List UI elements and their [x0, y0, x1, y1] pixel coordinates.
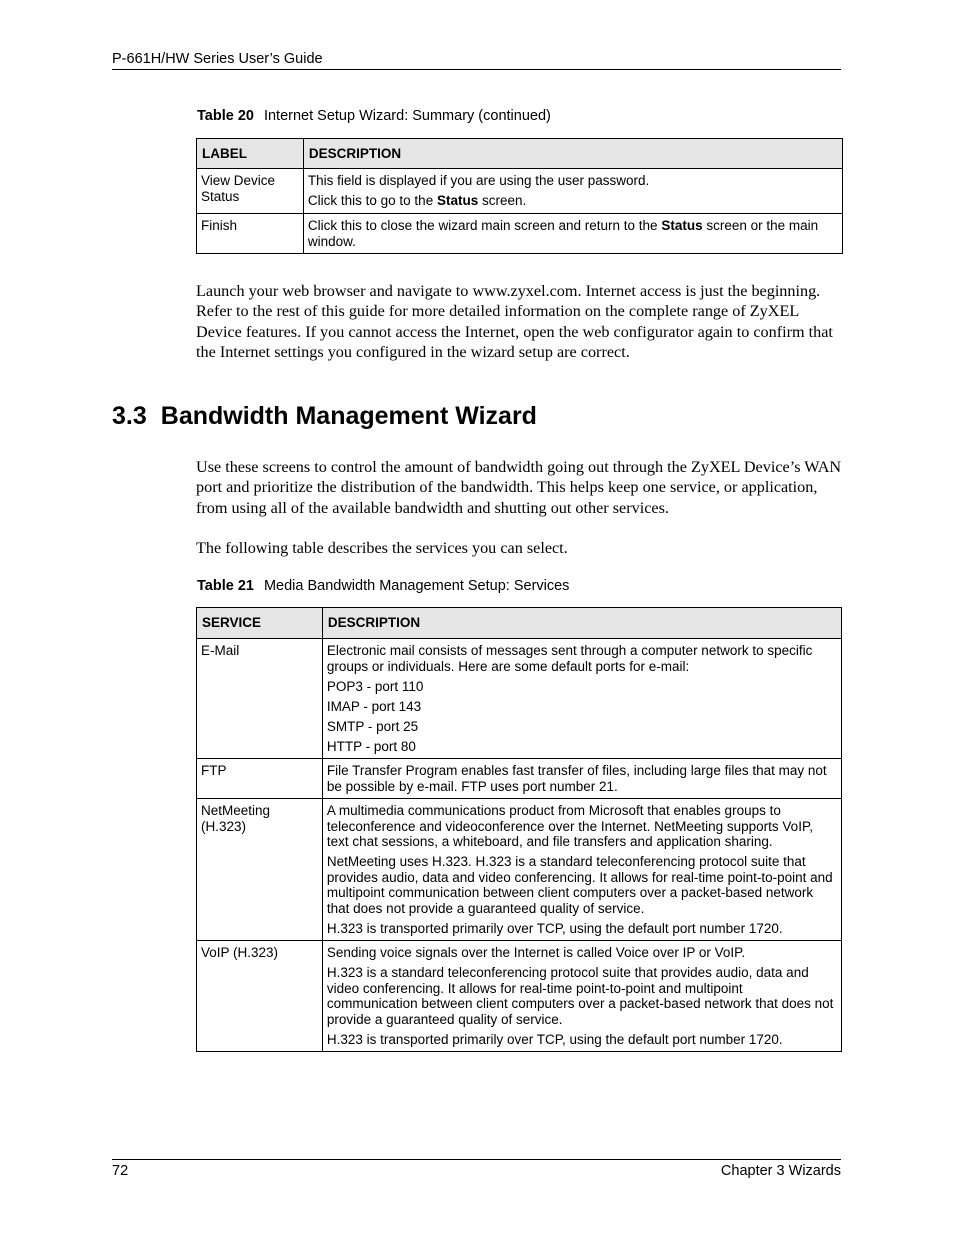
page-number: 72 — [112, 1163, 129, 1179]
bold-term: Status — [661, 218, 703, 233]
row-description — [322, 799, 841, 941]
table-21-caption — [197, 578, 569, 594]
description-line — [308, 218, 838, 249]
table-row — [197, 214, 843, 254]
description-line: HTTP - port 80 — [326, 738, 416, 754]
description-line: SMTP - port 25 — [326, 718, 419, 734]
body-paragraph: Use these screens to control the amount of bandwidth going out through the ZyXEL Device’s WAN port and prioritize the distribution of the bandwidth. This helps keep one service, or application, from using all of the available bandwidth and shutting out other services. — [196, 458, 842, 517]
column-header-service: SERVICE — [197, 608, 323, 639]
page-header — [112, 51, 841, 70]
description-line: IMAP - port 143 — [326, 698, 422, 714]
description-line: Electronic mail consists of messages sent through a computer network to specific groups or individuals. Here are some default ports for e-mail: — [326, 643, 813, 674]
row-service: FTP — [197, 759, 323, 799]
table-row — [197, 639, 842, 759]
description-line: H.323 is transported primarily over TCP, using the default port number 1720. — [326, 920, 783, 936]
bold-term: Status — [436, 193, 479, 208]
table-21-label: Table 21 — [197, 578, 254, 594]
row-service: VoIP (H.323) — [197, 941, 323, 1052]
table-row — [197, 799, 842, 941]
row-description — [303, 214, 842, 254]
description-line: A multimedia communications product from Microsoft that enables groups to teleconference and videoconference over the Internet. NetMeeting supports VoIP, text chat sessions, a whiteboard, and file transfers and application sharing. — [326, 803, 813, 849]
section-title: Bandwidth Management Wizard — [160, 402, 537, 430]
page-footer — [112, 1159, 841, 1179]
table-header-row — [197, 608, 842, 639]
row-description — [322, 639, 841, 759]
column-header-description: DESCRIPTION — [303, 139, 842, 169]
text-run: screen or the main window. — [307, 218, 819, 249]
body-paragraph: The following table describes the services you can select. — [196, 539, 568, 557]
description-line — [308, 193, 838, 209]
table-header-row — [197, 139, 843, 169]
row-description — [303, 169, 842, 214]
chapter-name: Chapter 3 Wizards — [720, 1163, 841, 1179]
section-number: 3.3 — [112, 402, 147, 430]
column-header-description: DESCRIPTION — [322, 608, 841, 639]
table-20-caption — [197, 108, 551, 124]
row-service: NetMeeting (H.323) — [197, 799, 323, 941]
row-label: Finish — [197, 214, 304, 254]
description-line: H.323 is transported primarily over TCP, using the default port number 1720. — [326, 1031, 783, 1047]
section-heading — [112, 402, 537, 431]
table-20-title: Internet Setup Wizard: Summary (continued) — [263, 108, 551, 124]
description-line: NetMeeting uses H.323. H.323 is a standard teleconferencing protocol suite that provides audio, data and video conferencing. It allows for real-time point-to-point and multipoint communication between client computers over a packet-based network that does not provide a guaranteed quality of service. — [326, 854, 833, 916]
table-row — [197, 169, 843, 214]
text-run: Click this to go to the — [307, 193, 437, 208]
table-row — [197, 759, 842, 799]
description-line: POP3 - port 110 — [326, 678, 424, 694]
table-row — [197, 941, 842, 1052]
row-label: View Device Status — [197, 169, 304, 214]
column-header-label: LABEL — [197, 139, 304, 169]
table-21-title: Media Bandwidth Management Setup: Services — [263, 578, 570, 594]
description-line: Sending voice signals over the Internet is called Voice over IP or VoIP. — [326, 945, 746, 960]
row-description — [322, 941, 841, 1052]
guide-title: P-661H/HW Series User’s Guide — [112, 51, 323, 67]
row-description — [322, 759, 841, 799]
text-run: screen. — [478, 193, 527, 208]
table-21 — [196, 607, 842, 1052]
body-paragraph: Launch your web browser and navigate to www.zyxel.com. Internet access is just the beginning. Refer to the rest of this guide for more detailed information on the complete range of ZyXEL Device features. If you cannot access the Internet, open the web configurator again to confirm that the Internet settings you configured in the wizard setup are correct. — [196, 282, 833, 361]
row-service: E-Mail — [197, 639, 323, 759]
text-run: Click this to close the wizard main screen and return to the — [307, 218, 662, 233]
description-line: H.323 is a standard teleconferencing protocol suite that provides audio, data and video conferencing. It allows for real-time point-to-point and multipoint communication between client computers over a packet-based network that does not provide a guaranteed quality of service. — [326, 965, 834, 1027]
table-20 — [196, 138, 843, 254]
description-line: File Transfer Program enables fast transfer of files, including large files that may not be possible by e-mail. FTP uses port number 21. — [326, 763, 827, 794]
description-line: This field is displayed if you are using the user password. — [307, 173, 650, 188]
table-20-label: Table 20 — [197, 108, 254, 124]
